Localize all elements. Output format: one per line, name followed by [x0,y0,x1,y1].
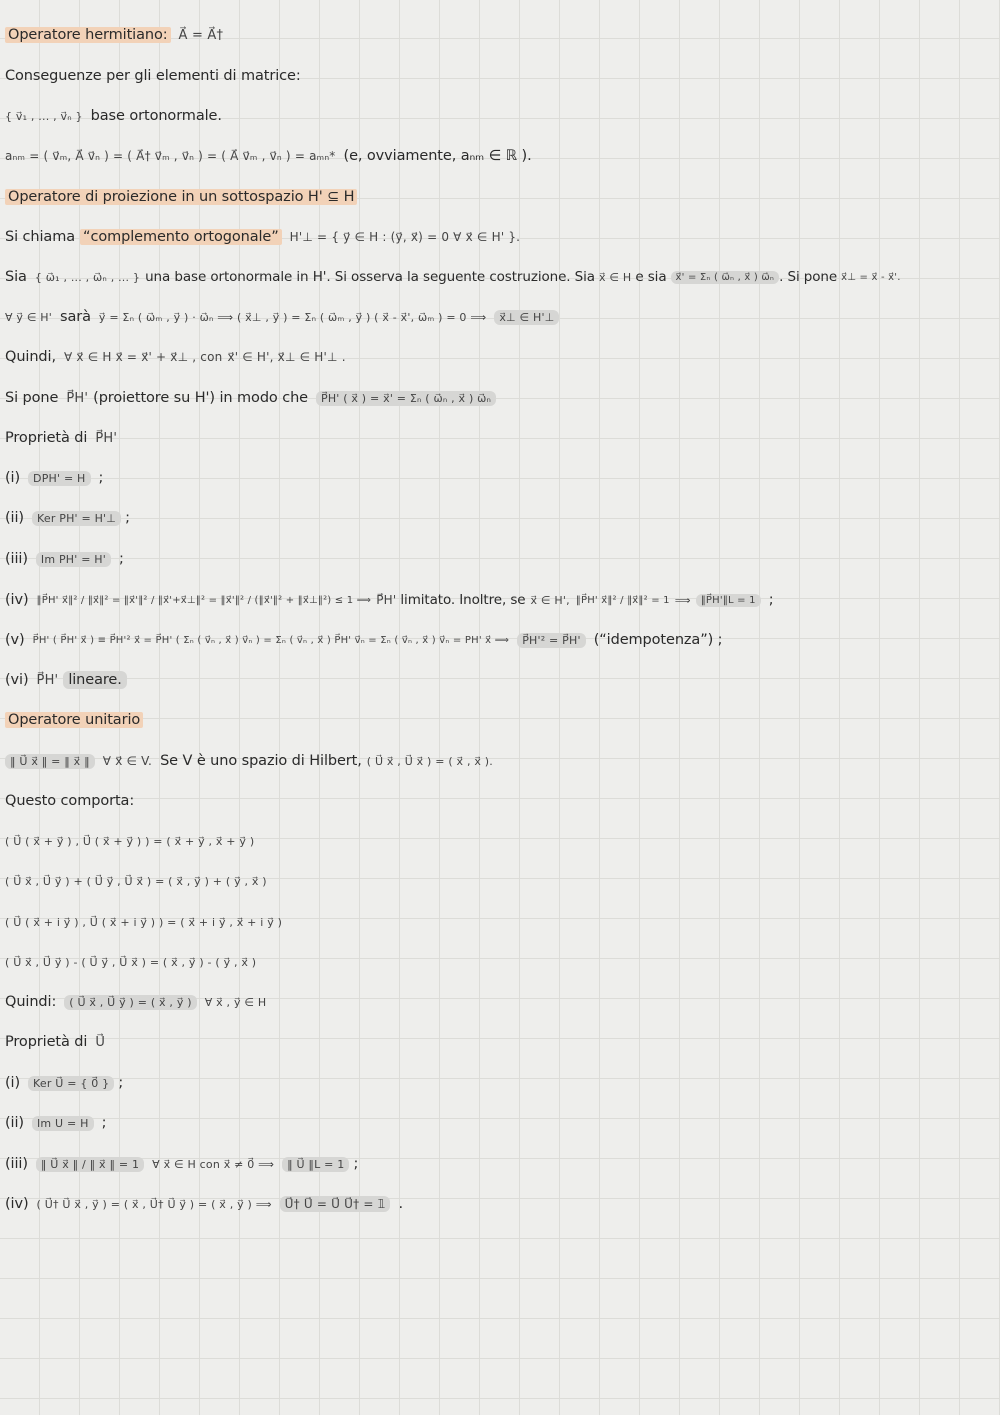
p-prop-v [5,629,722,651]
p-vi-op: P⃗H' [36,672,59,688]
p-i-end: ; [98,470,104,486]
u-prop-iv [5,1193,403,1215]
orthogonal-complement-line [5,226,520,248]
pone-op: P⃗H' [66,390,89,406]
p-iv-end: ; [768,592,774,608]
u-iv-num: (iv) [5,1196,29,1212]
sia-basis: { ω⃗₁ , ... , ω⃗ₙ , ... } [34,270,141,284]
sia-c: e sia [635,269,667,285]
pone-formula: P⃗H' ( x⃗ ) = x⃗' = Σₙ ( ω⃗ₙ , x⃗ ) ω⃗ₙ [316,391,496,406]
orth-pre: Si chiama [5,229,76,245]
eq-1: ( U⃗ ( x⃗ + y⃗ ) , U⃗ ( x⃗ + y⃗ ) ) = ( x⃗ + y⃗ , x⃗ + y⃗ ) [5,834,255,848]
unitary-text: Se V è uno spazio di Hilbert, [160,753,362,769]
u-iii-num: (iii) [5,1156,28,1172]
pone-b: (proiettore su H') in modo che [93,390,308,406]
u-prop-i [5,1072,123,1094]
prop-u-title-line [5,1031,105,1053]
u-iv-result: U⃗† U⃗ = U⃗ U⃗† = 𝟙 [280,1196,391,1212]
quindi-1: Quindi, [5,349,56,365]
quindi-2-formula: ( U⃗ x⃗ , U⃗ y⃗ ) = ( x⃗ , y⃗ ) [64,995,196,1010]
u-iii-end: ; [353,1156,359,1172]
p-v-note: (“idempotenza”) ; [593,632,723,648]
construction-line [5,266,901,288]
section-title-unitary: Operatore unitario [5,712,143,728]
p-iv-ratio: ‖P⃗H' x⃗‖² / ‖x⃗‖² = 1 [575,594,670,606]
p-iv-num: (iv) [5,592,29,608]
eq-3: ( U⃗ ( x⃗ + i y⃗ ) , U⃗ ( x⃗ + i y⃗ ) ) = ( x⃗ + i y⃗ , x⃗ + i y⃗ ) [5,915,283,929]
p-iv-cond: x⃗ ∈ H', [530,593,570,607]
unitary-title-line [5,709,143,731]
matrix-element-formula: aₙₘ = ( v⃗ₘ, A⃗ v⃗ₙ ) = ( A⃗† v⃗ₘ , v⃗ₙ ) = ( A⃗ v⃗ₘ , v⃗ₙ ) = aₘₙ* [5,149,336,163]
u-prop-ii [5,1112,106,1134]
forall-y: ∀ y⃗ ∈ H' [5,310,53,324]
u-i-end: ; [118,1075,124,1091]
p-iii-end: ; [119,551,124,567]
unitary-forall: ∀ x⃗ ∈ V. [102,754,153,768]
u-iii: ‖ U⃗ x⃗ ‖ / ‖ x⃗ ‖ = 1 [36,1157,144,1172]
basis-set: { v⃗₁ , ... , v⃗ₙ } [5,109,83,123]
p-v-formula: P⃗H' ( P⃗H' x⃗ ) ≡ P⃗H'² x⃗ = P⃗H' ( Σₙ ( v⃗ₙ , x⃗ ) v⃗ₙ ) = Σₙ ( v⃗ₙ , x⃗ ) P⃗H' v⃗ₙ = Σₙ ( v⃗ₙ , x⃗ ) v⃗ₙ = PH' x⃗ ⟹ [32,634,510,646]
p-iv-formula: ‖P⃗H' x⃗‖² / ‖x⃗‖² = ‖x⃗'‖² / ‖x⃗'+x⃗⊥‖² = ‖x⃗'‖² / (‖x⃗'‖² + ‖x⃗⊥‖²) ≤ 1 ⟹ [36,594,372,606]
prop-u-title: Proprietà di [5,1034,88,1050]
projector-def-line [5,387,496,409]
p-iv-text: limitato. Inoltre, se [400,592,526,608]
eq-4: ( U⃗ x⃗ , U⃗ y⃗ ) - ( U⃗ y⃗ , U⃗ x⃗ ) = ( x⃗ , y⃗ ) - ( y⃗ , x⃗ ) [5,955,257,969]
equation-2 [5,870,267,892]
section-title-projection: Operatore di proiezione in un sottospazio H' ⊆ H [5,189,357,205]
prop-p-title-line [5,427,117,449]
p-v-result: P⃗H'² = P⃗H' [517,633,585,648]
u-i: Ker U⃗ = { 0⃗ } [28,1076,114,1091]
basis-line [5,105,222,127]
equation-4 [5,951,256,973]
u-prop-iii [5,1153,358,1175]
implies-text: Questo comporta: [5,793,135,809]
matrix-element-line [5,145,532,167]
sia-b: una base ortonormale in H'. Si osserva la seguente costruzione. Sia [145,269,595,285]
basis-text: base ortonormale. [90,108,222,124]
y-expansion: y⃗ = Σₙ ( ω⃗ₘ , y⃗ ) · ω⃗ₙ ⟹ ( x⃗⊥ , y⃗ ) = Σₙ ( ω⃗ₘ , y⃗ ) ( x⃗ - x⃗', ω⃗ₘ ) = 0 ⟹ [98,310,487,324]
conclusion-line [5,991,266,1013]
u-iv-formula: ( U⃗† U⃗ x⃗ , y⃗ ) = ( x⃗ , U⃗† U⃗ y⃗ ) = ( x⃗ , y⃗ ) ⟹ [36,1197,272,1211]
prop-p-op: P⃗H' [95,430,118,446]
unitary-def: ‖ U⃗ x⃗ ‖ = ‖ x⃗ ‖ [5,754,95,769]
orth-term: “complemento ortogonale” [80,229,282,245]
consequences-line [5,65,301,87]
u-ii-num: (ii) [5,1115,24,1131]
prop-p-title: Proprietà di [5,430,88,446]
p-ii-end: ; [125,510,130,526]
orth-formula: H'⊥ = { y⃗ ∈ H : (y⃗, x⃗) = 0 ∀ x⃗ ∈ H' }. [289,230,521,244]
u-ii-end: ; [101,1115,107,1131]
sia-d: . Si pone [779,269,838,285]
sia-proj: x⃗' = Σₙ ( ω⃗ₙ , x⃗ ) ω⃗ₙ [671,271,780,284]
p-iv-arrow: ⟹ [674,593,691,607]
implies-line [5,790,134,812]
section-title-hermitian: Operatore hermitiano: [5,27,171,43]
y-result: x⃗⊥ ∈ H'⊥ [494,310,559,325]
p-ii: Ker PH' = H'⊥ [32,511,121,526]
sara-text: sarà [60,309,91,325]
sia-x: x⃗ ∈ H [598,270,632,284]
u-iv-end: . [398,1196,403,1212]
hermitian-line [5,24,223,46]
projection-title-line [5,186,357,208]
eq-2: ( U⃗ x⃗ , U⃗ y⃗ ) + ( U⃗ y⃗ , U⃗ x⃗ ) = ( x⃗ , y⃗ ) + ( y⃗ , x⃗ ) [5,874,267,888]
y-expansion-line [5,306,559,328]
quindi-2-forall: ∀ x⃗ , y⃗ ∈ H [204,995,267,1009]
u-i-num: (i) [5,1075,21,1091]
decomposition-line [5,346,346,368]
p-i-num: (i) [5,470,21,486]
consequences-text: Conseguenze per gli elementi di matrice: [5,68,301,84]
p-vi-text: lineare. [63,671,126,689]
p-prop-ii [5,507,130,529]
p-prop-i [5,467,103,489]
p-prop-vi [5,669,127,691]
p-vi-num: (vi) [5,672,29,688]
quindi-2: Quindi: [5,994,57,1010]
quindi-1-formula: ∀ x⃗ ∈ H x⃗ = x⃗' + x⃗⊥ , con [63,350,223,364]
unitary-formula: ( U⃗ x⃗ , U⃗ x⃗ ) = ( x⃗ , x⃗ ). [366,754,493,768]
p-prop-iv [5,589,773,611]
prop-u-op: U⃗ [95,1034,106,1050]
u-ii: Im U = H [32,1116,94,1131]
hermitian-formula: A⃗ = A⃗† [178,27,224,43]
u-iii-forall: ∀ x⃗ ∈ H con x⃗ ≠ 0⃗ ⟹ [152,1157,275,1171]
sia-perp: x⃗⊥ = x⃗ - x⃗'. [841,271,901,283]
pone-a: Si pone [5,390,59,406]
p-prop-iii [5,548,124,570]
equation-1 [5,830,254,852]
p-v-num: (v) [5,632,25,648]
p-iii-num: (iii) [5,551,28,567]
p-iv-norm: ‖P⃗H'‖L = 1 [696,594,761,607]
matrix-element-note: (e, ovviamente, aₙₘ ∈ ℝ ). [343,148,532,164]
p-i: DPH' = H [28,471,90,486]
unitary-def-line [5,750,493,772]
p-iii: Im PH' = H' [36,552,111,567]
p-ii-num: (ii) [5,510,24,526]
equation-3 [5,911,282,933]
u-iii-norm: ‖ U⃗ ‖L = 1 [282,1157,349,1172]
p-iv-op: P⃗H' [376,593,397,607]
sia-a: Sia [5,269,27,285]
quindi-1-tail: x⃗' ∈ H', x⃗⊥ ∈ H'⊥ . [227,350,346,364]
